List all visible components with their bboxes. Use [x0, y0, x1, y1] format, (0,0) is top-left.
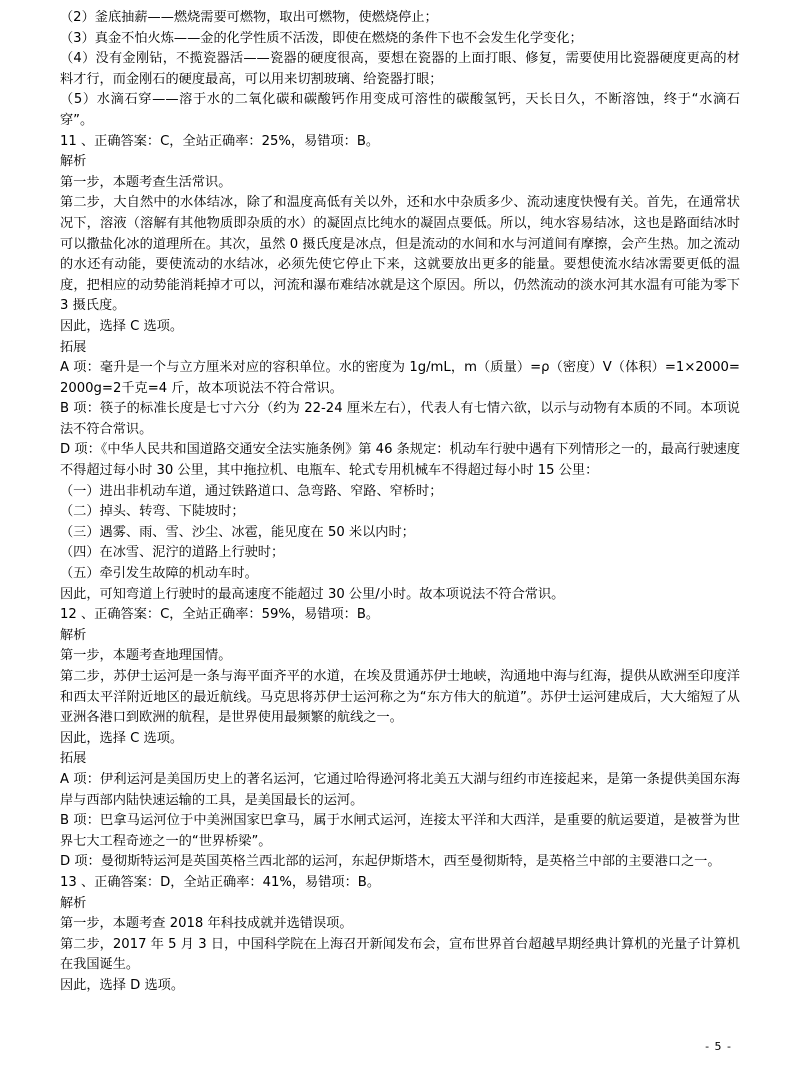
answer-line: 13 、正确答案：D，全站正确率：41%，易错项：B。 [60, 874, 381, 890]
paragraph: 第一步，本题考查生活常识。 [60, 174, 232, 190]
section-heading: 拓展 [60, 339, 87, 355]
paragraph: 第二步，2017 年 5 月 3 日，中国科学院在上海召开新闻发布会，宣布世界首台超越早期经典计算机的光量子计算机在我国诞生。 [60, 936, 740, 973]
section-heading: 拓展 [60, 751, 87, 767]
paragraph: 因此，选择 C 选项。 [60, 730, 184, 746]
paragraph: 第一步，本题考查 2018 年科技成就并选错误项。 [60, 916, 353, 932]
paragraph: （4）没有金刚钻，不揽瓷器活——瓷器的硬度很高，要想在瓷器的上面打眼、修复，需要使用比瓷器硬度更高的材料才行，而金刚石的硬度最高，可以用来切割玻璃、给瓷器打眼； [60, 51, 740, 87]
list-item: （一）进出非机动车道，通过铁路道口、急弯路、窄路、窄桥时； [60, 483, 443, 499]
answer-line: 12 、正确答案：C，全站正确率：59%，易错项：B。 [60, 607, 380, 623]
paragraph: 因此，可知弯道上行驶时的最高速度不能超过 30 公里/小时。故本项说法不符合常识。 [60, 586, 565, 602]
page-number: - 5 - [705, 1040, 732, 1053]
paragraph: D 项：曼彻斯特运河是英国英格兰西北部的运河，东起伊斯塔木，西至曼彻斯特，是英格兰中部的主要港口之一。 [60, 854, 721, 870]
paragraph: 第二步，苏伊士运河是一条与海平面齐平的水道，在埃及贯通苏伊士地峡，沟通地中海与红海，提供从欧洲至印度洋和西太平洋附近地区的最近航线。马克思将苏伊士运河称之为“东方伟大的航道”。苏伊士运河建成后，大大缩短了从亚洲各港口到欧洲的航程，是世界使用最频繁的航线之一。 [60, 669, 740, 726]
section-heading: 解析 [60, 627, 87, 643]
paragraph: 第一步，本题考查地理国情。 [60, 648, 232, 664]
paragraph: B 项：筷子的标准长度是七寸六分（约为 22-24 厘米左右），代表人有七情六欲，以示与动物有本质的不同。本项说法不符合常识。 [60, 401, 740, 437]
paragraph: （3）真金不怕火炼——金的化学性质不活泼，即使在燃烧的条件下也不会发生化学变化； [60, 30, 583, 46]
list-item: （五）牵引发生故障的机动车时。 [60, 566, 258, 582]
paragraph: 第二步，大自然中的水体结冰，除了和温度高低有关以外，还和水中杂质多少、流动速度快慢有关。首先，在通常状况下，溶液（溶解有其他物质即杂质的水）的凝固点比纯水的凝固点要低。所以，纯水容易结冰，这也是路面结冰时可以撒盐化冰的道理所在。其次，虽然 0 摄氏度是冰点，但是流动的水间和水与河道间有摩擦，会产生热。加之流动的水还有动能，要使流动的水结冰，必须先使它停止下来，这就要放出更多的能量。要想使流水结冰需要更低的温度，把相应的动势能消耗掉才可以，河流和瀑布难结冰就是这个原因。所以，仍然流动的淡水河其水温有可能为零下 3 摄氏度。 [60, 195, 740, 314]
section-heading: 解析 [60, 154, 87, 170]
paragraph: A 项：毫升是一个与立方厘米对应的容积单位。水的密度为 1g/mL，m（质量）=ρ（密度）V（体积）=1×2000=2000g=2千克=4 斤，故本项说法不符合常识。 [60, 360, 740, 396]
paragraph: 因此，选择 C 选项。 [60, 318, 184, 334]
list-item: （三）遇雾、雨、雪、沙尘、冰雹，能见度在 50 米以内时； [60, 524, 415, 540]
answer-line: 11 、正确答案：C，全站正确率：25%，易错项：B。 [60, 133, 380, 149]
paragraph: （2）釜底抽薪——燃烧需要可燃物，取出可燃物，使燃烧停止； [60, 10, 438, 25]
paragraph: D 项：《中华人民共和国道路交通安全法实施条例》第 46 条规定：机动车行驶中遇有下列情形之一的，最高行驶速度不得超过每小时 30 公里，其中拖拉机、电瓶车、轮式专用机械车不得超过每小时 15 公里： [60, 442, 740, 479]
paragraph: 因此，选择 D 选项。 [60, 977, 185, 993]
document-body [60, 8, 740, 997]
paragraph: （5）水滴石穿——溶于水的二氧化碳和碳酸钙作用变成可溶性的碳酸氢钙，天长日久，不断溶蚀，终于“水滴石穿”。 [60, 92, 740, 128]
section-heading: 解析 [60, 895, 87, 911]
list-item: （二）掉头、转弯、下陡坡时； [60, 504, 245, 520]
paragraph: A 项：伊利运河是美国历史上的著名运河，它通过哈得逊河将北美五大湖与纽约市连接起来，是第一条提供美国东海岸与西部内陆快速运输的工具，是美国最长的运河。 [60, 771, 740, 808]
paragraph: B 项：巴拿马运河位于中美洲国家巴拿马，属于水闸式运河，连接太平洋和大西洋，是重要的航运要道，是被誉为世界七大工程奇迹之一的“世界桥梁”。 [60, 813, 740, 849]
list-item: （四）在冰雪、泥泞的道路上行驶时； [60, 545, 285, 561]
